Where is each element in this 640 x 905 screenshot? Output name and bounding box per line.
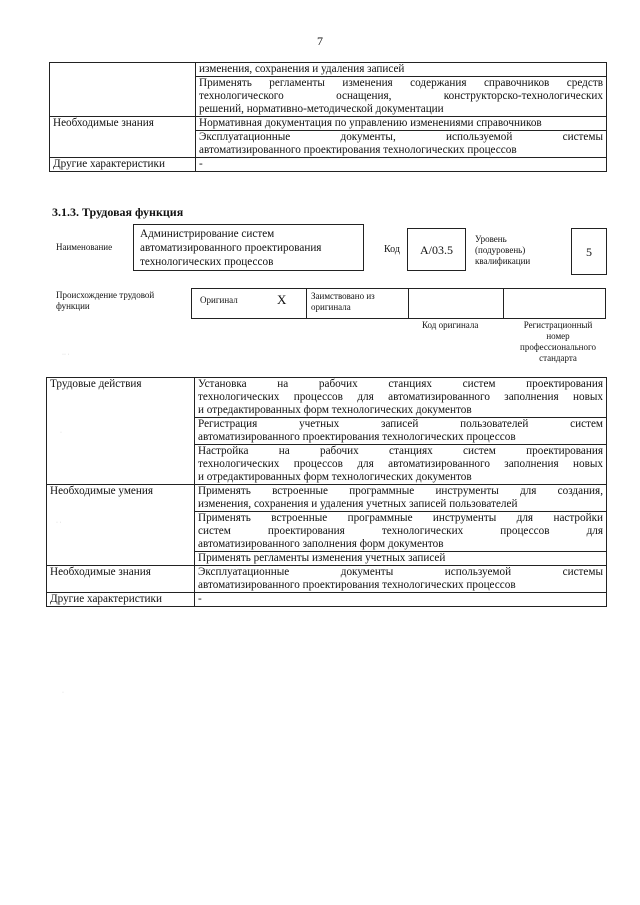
table-cell [195, 566, 607, 593]
name-line: автоматизированного проектирования [140, 242, 322, 254]
cell-line: Применять регламенты изменения содержания справочников средств [199, 77, 603, 89]
name-line: Администрирование систем [140, 228, 275, 240]
divider [408, 289, 409, 318]
divider [503, 289, 504, 318]
divider [306, 289, 307, 318]
table-cell [196, 77, 607, 117]
scan-speck: · [60, 430, 62, 436]
code-value-box: А/03.5 [407, 228, 466, 271]
table-row [47, 485, 607, 512]
borrowed-line: Заимствовано из [311, 291, 375, 301]
level-line: (подуровень) [475, 245, 526, 255]
row-label: Необходимые знания [50, 117, 196, 158]
page-number: 7 [317, 34, 323, 48]
origin-line: Происхождение трудовой [56, 290, 155, 300]
origin-label [56, 290, 154, 312]
level-value-box: 5 [571, 228, 607, 275]
borrowed-label [311, 291, 375, 313]
scan-speck: · · [56, 520, 62, 526]
level-label [475, 234, 530, 267]
table-cell [195, 593, 607, 607]
code-original-caption: Код оригинала [422, 320, 479, 330]
cell-line: - [198, 593, 202, 605]
table-cell [195, 378, 607, 418]
name-label: Наименование [56, 242, 113, 252]
cell-line: Нормативная документация по управлению изменениями справочников [199, 117, 542, 129]
cell-line: автоматизированного заполнения форм документов [198, 538, 444, 550]
table-cell [195, 485, 607, 512]
cell-line: Применять встроенные программные инструменты для создания, [198, 485, 603, 497]
table-row [47, 593, 607, 607]
table-row [47, 378, 607, 418]
cell-line: Настройка на рабочих станциях систем проектирования [198, 445, 603, 457]
reg-line: Регистрационный [523, 320, 593, 330]
table-cell [195, 512, 607, 552]
origin-line: функции [56, 301, 90, 311]
cell-line: изменения, сохранения и удаления записей [199, 63, 405, 75]
table-cell [196, 131, 607, 158]
scan-speck: ·· · [62, 352, 70, 358]
cell-line: Эксплуатационные документы используемой системы [198, 566, 603, 578]
original-label: Оригинал [200, 295, 238, 305]
cell-line: автоматизированного проектирования технологических процессов [199, 144, 517, 156]
reg-line: номер [546, 331, 570, 341]
original-mark: X [277, 292, 287, 307]
cell-line: и отредактированных форм технологических документов [198, 471, 472, 483]
borrowed-line: оригинала [311, 302, 351, 312]
cell-line: Применять встроенные программные инструменты для настройки [198, 512, 603, 524]
row-label: Необходимые умения [47, 485, 195, 566]
cell-line: технологических процессов для автоматизированного заполнения новых [198, 458, 603, 470]
origin-box [191, 288, 606, 319]
row-label: Другие характеристики [47, 593, 195, 607]
cell-line: технологического оснащения, конструкторско-технологических [199, 90, 603, 102]
cell-line: автоматизированного проектирования технологических процессов [198, 431, 516, 443]
cell-line: автоматизированного проектирования технологических процессов [198, 579, 516, 591]
cell-line: систем проектирования технологических процессов для [198, 525, 603, 537]
row-label: Трудовые действия [47, 378, 195, 485]
scan-speck: · [62, 690, 64, 696]
table-cell [195, 418, 607, 445]
cell-line: Регистрация учетных записей пользователей систем [198, 418, 603, 430]
cell-line: и отредактированных форм технологических документов [198, 404, 472, 416]
table-row [50, 117, 607, 131]
table-row [47, 566, 607, 593]
reg-line: профессионального [520, 342, 596, 352]
cell-line: Применять регламенты изменения учетных записей [198, 552, 446, 564]
table-cell [196, 158, 607, 172]
cell-line: Эксплуатационные документы, используемой системы [199, 131, 603, 143]
cell-line: Установка на рабочих станциях систем проектирования [198, 378, 603, 390]
level-line: квалификации [475, 256, 531, 266]
main-table [46, 377, 607, 607]
cell-line: изменения, сохранения и удаления учетных записей пользователей [198, 498, 518, 510]
table-cell [196, 117, 607, 131]
table-cell [196, 63, 607, 77]
row-label: Необходимые знания [47, 566, 195, 593]
reg-line: стандарта [539, 353, 577, 363]
name-value-box [133, 224, 364, 271]
top-table [49, 62, 607, 172]
code-label: Код [384, 244, 400, 255]
cell-line: решений, нормативно-методической документации [199, 103, 444, 115]
cell-line: - [199, 158, 203, 170]
row-label: Другие характеристики [50, 158, 196, 172]
table-row [50, 158, 607, 172]
table-cell [195, 445, 607, 485]
name-line: технологических процессов [140, 256, 274, 268]
table-cell [195, 552, 607, 566]
cell-line: технологических процессов для автоматизированного заполнения новых [198, 391, 603, 403]
reg-number-caption [508, 320, 608, 364]
section-title: 3.1.3. Трудовая функция [52, 205, 184, 219]
level-line: Уровень [475, 234, 507, 244]
row-label [50, 63, 196, 117]
table-row [50, 63, 607, 77]
